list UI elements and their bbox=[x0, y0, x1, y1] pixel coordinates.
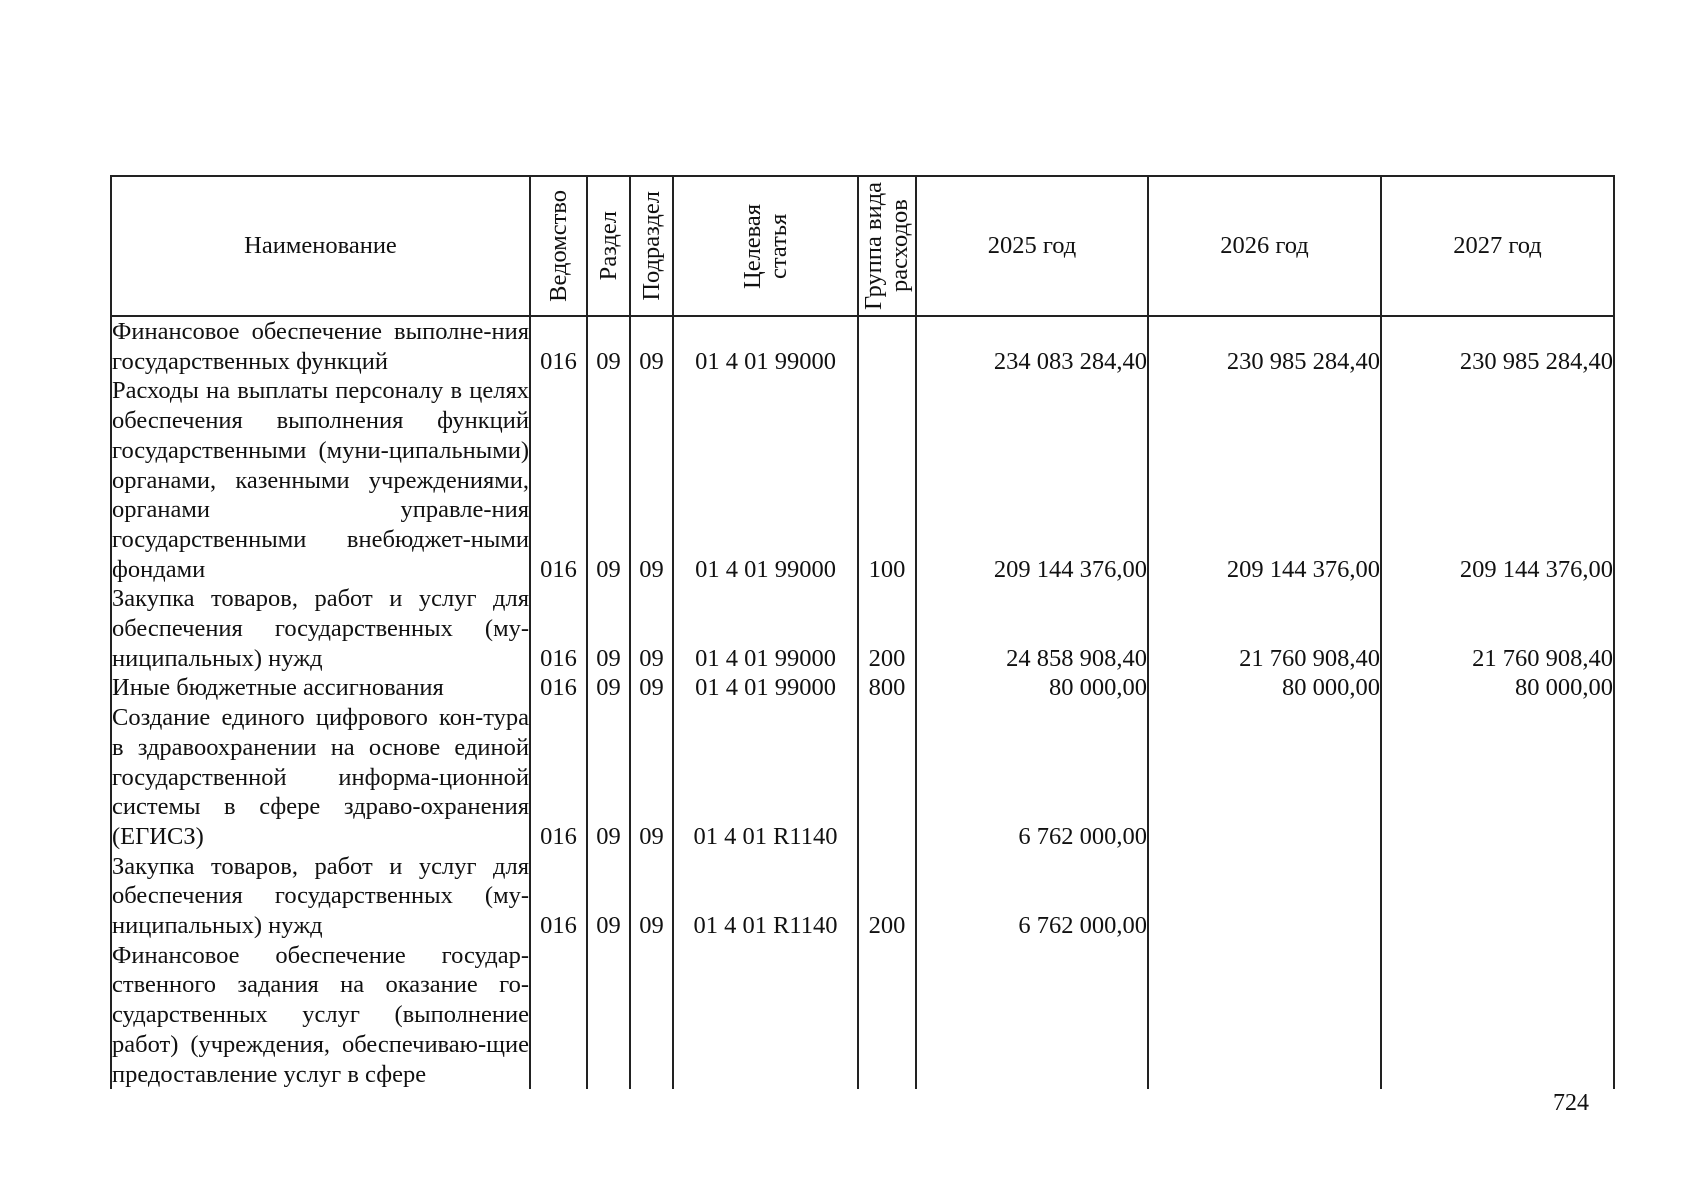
row-razdel: 09 bbox=[587, 376, 630, 584]
row-2026: 209 144 376,00 bbox=[1148, 376, 1381, 584]
header-podrazdel bbox=[630, 176, 673, 316]
header-name-text: Наименование bbox=[244, 232, 397, 260]
row-2025: 6 762 000,00 bbox=[916, 703, 1148, 852]
header-razdel bbox=[587, 176, 630, 316]
row-2025: 234 083 284,40 bbox=[916, 316, 1148, 376]
table-row bbox=[111, 852, 1614, 941]
row-group bbox=[858, 703, 916, 852]
row-name: Создание единого цифрового кон-тура в здравоохранении на основе единой государственной информа-ционной системы в сфере здраво-охранения (ЕГИСЗ) bbox=[112, 704, 529, 850]
row-name: Расходы на выплаты персоналу в целях обеспечения выполнения функций государственными (муни-ципальными) органами, казенными учреждениями, органами управле-ния государственными внебюджет-ными фондами bbox=[112, 377, 529, 583]
row-razdel: 09 bbox=[587, 673, 630, 703]
header-2027 bbox=[1381, 176, 1614, 316]
table-row bbox=[111, 376, 1614, 584]
row-razdel: 09 bbox=[587, 703, 630, 852]
row-2027 bbox=[1381, 941, 1614, 1090]
row-vedomstvo: 016 bbox=[530, 376, 587, 584]
header-name bbox=[111, 176, 530, 316]
row-target bbox=[673, 941, 858, 1090]
row-2025: 80 000,00 bbox=[916, 673, 1148, 703]
row-podrazdel bbox=[630, 941, 673, 1090]
row-podrazdel: 09 bbox=[630, 376, 673, 584]
row-2026 bbox=[1148, 941, 1381, 1090]
row-razdel: 09 bbox=[587, 584, 630, 673]
row-podrazdel: 09 bbox=[630, 316, 673, 376]
table-header-row bbox=[111, 176, 1614, 316]
row-target: 01 4 01 99000 bbox=[673, 673, 858, 703]
table-row bbox=[111, 584, 1614, 673]
row-vedomstvo: 016 bbox=[530, 673, 587, 703]
header-2027-text: 2027 год bbox=[1453, 232, 1542, 260]
row-2025: 209 144 376,00 bbox=[916, 376, 1148, 584]
table-row bbox=[111, 941, 1614, 1090]
row-podrazdel: 09 bbox=[630, 584, 673, 673]
page-number: 724 bbox=[1553, 1090, 1589, 1116]
header-2025 bbox=[916, 176, 1148, 316]
header-2026 bbox=[1148, 176, 1381, 316]
row-vedomstvo: 016 bbox=[530, 316, 587, 376]
header-vedomstvo bbox=[530, 176, 587, 316]
row-2027 bbox=[1381, 852, 1614, 941]
row-name: Финансовое обеспечение выполне-ния государственных функций bbox=[112, 318, 529, 375]
row-2025: 6 762 000,00 bbox=[916, 852, 1148, 941]
table-row bbox=[111, 316, 1614, 376]
row-group: 800 bbox=[858, 673, 916, 703]
row-name: Иные бюджетные ассигнования bbox=[111, 673, 530, 703]
header-group bbox=[858, 176, 916, 316]
row-group: 200 bbox=[858, 584, 916, 673]
header-group-text: Группа вида расходов bbox=[860, 181, 913, 311]
row-group bbox=[858, 941, 916, 1090]
table-row bbox=[111, 703, 1614, 852]
row-vedomstvo bbox=[530, 941, 587, 1090]
row-name: Финансовое обеспечение государ-ственного задания на оказание го-сударственных услуг (выполнение работ) (учреждения, обеспечиваю-щие предоставление услуг в сфере bbox=[112, 941, 529, 1088]
row-2027: 80 000,00 bbox=[1381, 673, 1614, 703]
header-vedomstvo-text: Ведомство bbox=[544, 190, 572, 302]
header-2026-text: 2026 год bbox=[1220, 232, 1309, 260]
row-name: Закупка товаров, работ и услуг для обеспечения государственных (му-ниципальных) нужд bbox=[112, 585, 529, 672]
row-razdel: 09 bbox=[587, 852, 630, 941]
row-razdel: 09 bbox=[587, 316, 630, 376]
row-2027: 209 144 376,00 bbox=[1381, 376, 1614, 584]
row-2026: 80 000,00 bbox=[1148, 673, 1381, 703]
row-2027: 230 985 284,40 bbox=[1381, 316, 1614, 376]
budget-table bbox=[110, 175, 1615, 1089]
row-2025: 24 858 908,40 bbox=[916, 584, 1148, 673]
row-target: 01 4 01 99000 bbox=[673, 376, 858, 584]
header-target-text: Целевая статья bbox=[738, 203, 792, 289]
row-podrazdel: 09 bbox=[630, 673, 673, 703]
row-target: 01 4 01 R1140 bbox=[673, 852, 858, 941]
row-razdel bbox=[587, 941, 630, 1090]
row-vedomstvo: 016 bbox=[530, 703, 587, 852]
row-vedomstvo: 016 bbox=[530, 852, 587, 941]
row-group bbox=[858, 316, 916, 376]
row-podrazdel: 09 bbox=[630, 703, 673, 852]
row-group: 200 bbox=[858, 852, 916, 941]
header-target bbox=[673, 176, 858, 316]
row-2025 bbox=[916, 941, 1148, 1090]
row-2026: 21 760 908,40 bbox=[1148, 584, 1381, 673]
row-target: 01 4 01 99000 bbox=[673, 584, 858, 673]
row-group: 100 bbox=[858, 376, 916, 584]
header-razdel-text: Раздел bbox=[594, 211, 622, 281]
row-2026 bbox=[1148, 703, 1381, 852]
row-2026 bbox=[1148, 852, 1381, 941]
row-2026: 230 985 284,40 bbox=[1148, 316, 1381, 376]
row-2027 bbox=[1381, 703, 1614, 852]
header-2025-text: 2025 год bbox=[987, 232, 1077, 260]
row-2027: 21 760 908,40 bbox=[1381, 584, 1614, 673]
row-podrazdel: 09 bbox=[630, 852, 673, 941]
row-name: Закупка товаров, работ и услуг для обеспечения государственных (му-ниципальных) нужд bbox=[112, 852, 529, 940]
row-target: 01 4 01 99000 bbox=[673, 316, 858, 376]
header-podrazdel-text: Подраздел bbox=[637, 191, 665, 301]
table-row bbox=[111, 673, 1614, 703]
row-vedomstvo: 016 bbox=[530, 584, 587, 673]
row-target: 01 4 01 R1140 bbox=[673, 703, 858, 852]
